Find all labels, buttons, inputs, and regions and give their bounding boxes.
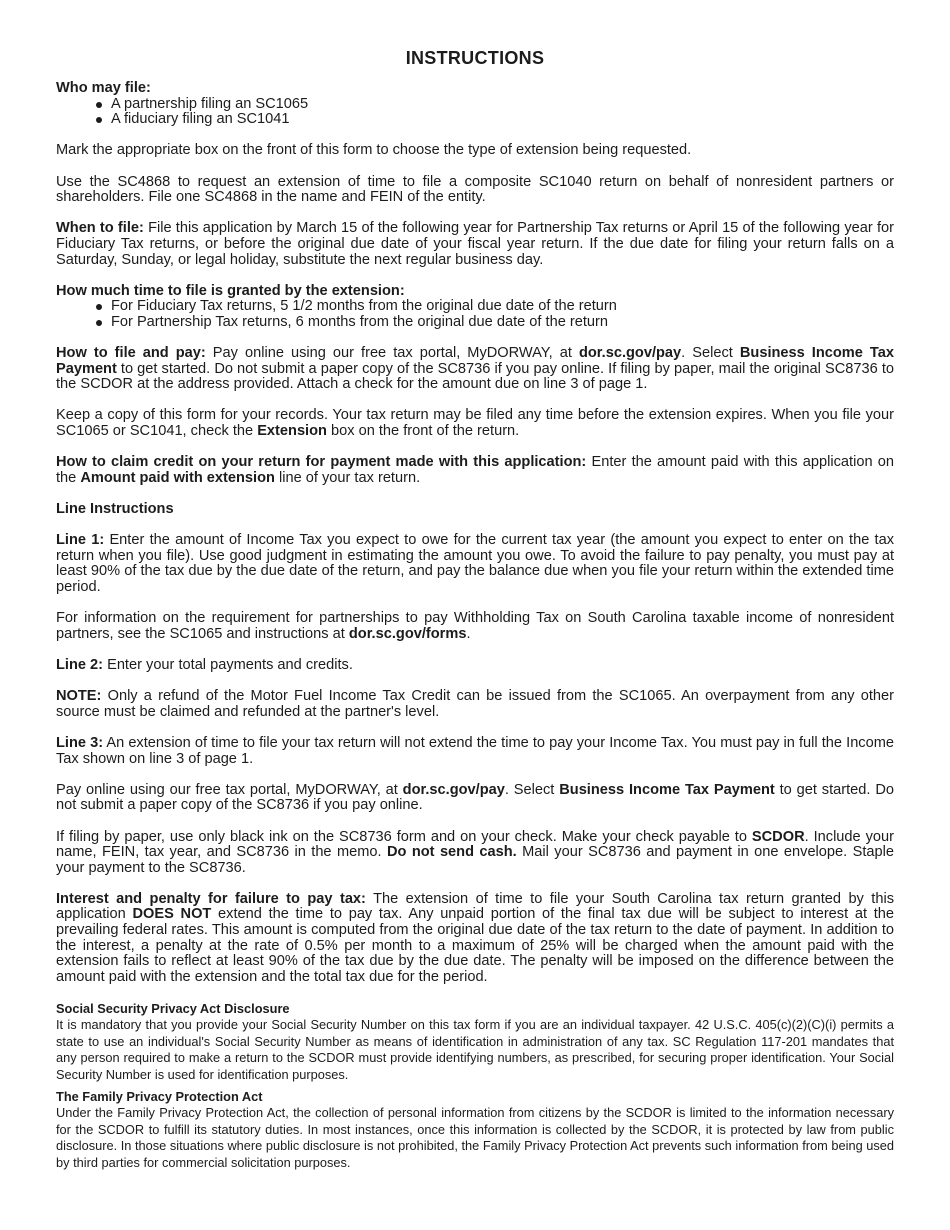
- pay-link: dor.sc.gov/pay: [402, 781, 505, 798]
- when-to-file-paragraph: When to file: File this application by March 15 of the following year for Partnership Tax returns or April 15 of the following year for Fiduciary Tax returns, or before the original due date of your fiscal year return. If the due date for filing your return falls on a Saturday, Sunday, or legal holiday, substitute the next regular business day.: [56, 220, 894, 268]
- who-may-file-heading: Who may file:: [56, 80, 151, 96]
- keep-copy-paragraph: Keep a copy of this form for your records. Your tax return may be filed any time before the extension expires. When you file your SC1065 or SC1041, check the Extension box on the front of the return.: [56, 407, 894, 440]
- list-item: For Fiduciary Tax returns, 5 1/2 months from the original due date of the return: [111, 299, 894, 315]
- page-title: INSTRUCTIONS: [405, 48, 545, 68]
- paper-filing-paragraph: If filing by paper, use only black ink on the SC8736 form and on your check. Make your check payable to SCDOR. Include your name, FEIN, tax year, and SC8736 in the memo. Do not send cash. Mail your SC8736 and payment in one envelope. Staple your payment to the SC8736.: [56, 828, 894, 876]
- interest-penalty-paragraph: Interest and penalty for failure to pay tax: The extension of time to file your South Carolina tax return granted by this application DOES NOT extend the time to pay tax. Any unpaid portion of the final tax due will be subject to interest at the prevailing federal rates. This amount is computed from the original due date of the tax return to the date of payment. In addition to the interest, a penalty at the rate of 0.5% per month to a maximum of 25% will be charged when the amount paid with the extension fails to reflect at least 90% of the tax due by the due date. The penalty will be imposed on the difference between the amount paid with the extension and the total tax due for the period.: [56, 890, 895, 985]
- list-item: For Partnership Tax returns, 6 months from the original due date of the return: [111, 315, 894, 331]
- pay-link: dor.sc.gov/pay: [578, 345, 682, 362]
- line-instructions-heading: Line Instructions: [56, 501, 174, 518]
- family-privacy-text: Under the Family Privacy Protection Act, the collection of personal information from citizens by the SCDOR is limited to the information necessary for the SCDOR to fulfill its statutory duties. In most instances, once this information is collected by the SCDOR, it is protected by law from public disclosure. In those situations where public disclosure is not prohibited, the Family Privacy Protection Act prevents such information from being used by third parties for commercial solicitation purposes.: [56, 1105, 894, 1170]
- how-much-time-heading: How much time to file is granted by the extension:: [56, 282, 405, 299]
- note-paragraph: NOTE: Only a refund of the Motor Fuel Income Tax Credit can be issued from the SC1065. An overpayment from any other source must be claimed and refunded at the partner's level.: [56, 688, 894, 720]
- instructions-body: [56, 81, 894, 1177]
- claim-credit-paragraph: How to claim credit on your return for payment made with this application: Enter the amount paid with this application on the Amount paid with extension line of your tax return.: [56, 454, 894, 486]
- sc4868-paragraph: Use the SC4868 to request an extension of time to file a composite SC1040 return on behalf of nonresident partners or shareholders. File one SC4868 in the name and FEIN of the entity.: [56, 173, 894, 206]
- pay-online-paragraph: Pay online using our free tax portal, MyDORWAY, at dor.sc.gov/pay. Select Business Income Tax Payment to get started. Do not submit a paper copy of the SC8736 if you pay online.: [56, 781, 894, 814]
- list-item: A partnership filing an SC1065: [111, 97, 894, 113]
- how-to-file-pay-paragraph: How to file and pay: Pay online using our free tax portal, MyDORWAY, at dor.sc.gov/pay. Select Business Income Tax Payment to get started. Do not submit a paper copy of the SC8736 if you pay online. If filing by paper, mail the original SC8736 to the SCDOR at the address provided. Attach a check for the amount due on line 3 of page 1.: [56, 345, 894, 393]
- mark-box-paragraph: Mark the appropriate box on the front of this form to choose the type of extension being requested.: [56, 142, 692, 159]
- line2-paragraph: Line 2: Enter your total payments and credits.: [56, 656, 353, 673]
- ssn-disclosure-heading: Social Security Privacy Act Disclosure: [56, 1001, 290, 1017]
- how-much-time-list: [56, 299, 894, 330]
- when-to-file-label: When to file:: [56, 220, 144, 237]
- forms-link: dor.sc.gov/forms: [348, 625, 467, 642]
- family-privacy-heading: The Family Privacy Protection Act: [56, 1089, 263, 1105]
- line1-paragraph: Line 1: Enter the amount of Income Tax you expect to owe for the current tax year (the amount you expect to enter on the tax return when you file). Use good judgment in estimating the amount you owe. To avoid the failure to pay penalty, you must pay at least 90% of the tax due by the due date of the return, and pay the balance due when you file your return within the extended time period.: [56, 532, 895, 595]
- ssn-disclosure-section: [56, 1001, 894, 1171]
- line3-paragraph: Line 3: An extension of time to file your tax return will not extend the time to pay your Income Tax. You must pay in full the Income Tax shown on line 3 of page 1.: [56, 734, 894, 767]
- who-may-file-list: [56, 97, 894, 128]
- ssn-disclosure-text: It is mandatory that you provide your Social Security Number on this tax form if you are an individual taxpayer. 42 U.S.C. 405(c)(2)(C)(i) permits a state to use an individual's Social Security Number as means of identification in administration of any tax. SC Regulation 117-201 mandates that any person required to make a return to the SCDOR must provide identifying numbers, as prescribed, for securing proper identification. Your Social Security Number is used for identification purposes.: [56, 1017, 894, 1082]
- withholding-paragraph: For information on the requirement for partnerships to pay Withholding Tax on South Carolina taxable income of nonresident partners, see the SC1065 and instructions at dor.sc.gov/forms.: [56, 610, 894, 642]
- list-item: A fiduciary filing an SC1041: [111, 112, 894, 128]
